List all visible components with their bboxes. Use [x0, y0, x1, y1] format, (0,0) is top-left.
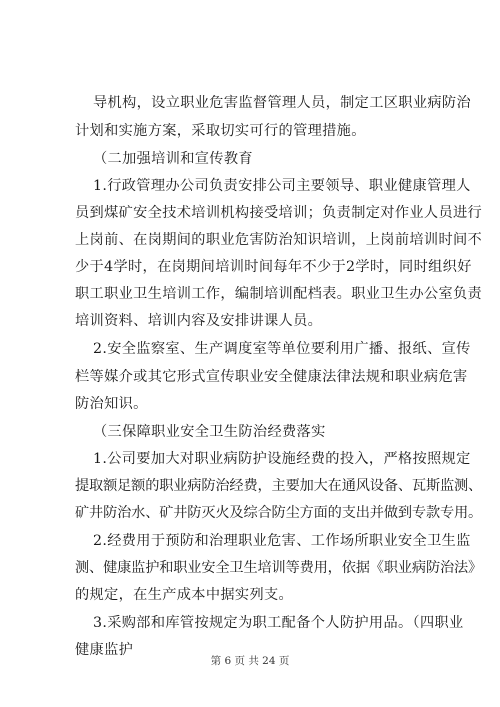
- text-line: 上岗前、在岗期间的职业危害防治知识培训，上岗前培训时间不: [75, 232, 483, 248]
- text-line: 培训资料、培训内容及安排讲课人员。: [75, 313, 323, 329]
- text-line: 的规定，在生产成本中据实列支。: [75, 587, 294, 603]
- text-line: 提取额足额的职业病防治经费，主要加大在通风设备、瓦斯监测、: [75, 478, 483, 494]
- text-line: 导机构，设立职业危害监督管理人员，制定工区职业病防治: [93, 95, 471, 111]
- text-line: 防治知识。: [75, 396, 148, 412]
- text-line: 少于4学时，在岗期间培训时间每年不少于2学时，同时组织好: [75, 259, 472, 275]
- text-line: 矿井防治水、矿井防灭火及综合防尘方面的支出并做到专款专用。: [75, 505, 483, 521]
- text-line: 员到煤矿安全技术培训机构接受培训；负责制定对作业人员进行: [75, 205, 483, 221]
- text-line: 1.公司要加大对职业病防护设施经费的投入，严格按照规定: [93, 451, 471, 467]
- section-heading: （三保障职业安全卫生防治经费落实: [93, 424, 326, 440]
- text-line: 计划和实施方案，采取切实可行的管理措施。: [75, 123, 366, 139]
- text-line: 2.经费用于预防和治理职业危害、工作场所职业安全卫生监: [93, 533, 471, 549]
- text-line: 测、健康监护和职业安全卫生培训等费用，依据《职业病防治法》: [75, 560, 483, 576]
- text-line: 栏等媒介或其它形式宣传职业安全健康法律法规和职业病危害: [75, 369, 468, 385]
- text-line: 1.行政管理办公司负责安排公司主要领导、职业健康管理人: [93, 178, 471, 194]
- text-line: 3.采购部和库管按规定为职工配备个人防护用品。（四职业: [93, 615, 464, 631]
- section-heading: （二加强培训和宣传教育: [93, 151, 253, 167]
- text-line: 2.安全监察室、生产调度室等单位要利用广播、报纸、宣传: [93, 341, 471, 357]
- page-footer: 第 6 页 共 24 页: [210, 655, 290, 667]
- text-line: 职工职业卫生培训工作，编制培训配档表。职业卫生办公室负责: [75, 286, 483, 302]
- text-line: 健康监护: [75, 642, 134, 658]
